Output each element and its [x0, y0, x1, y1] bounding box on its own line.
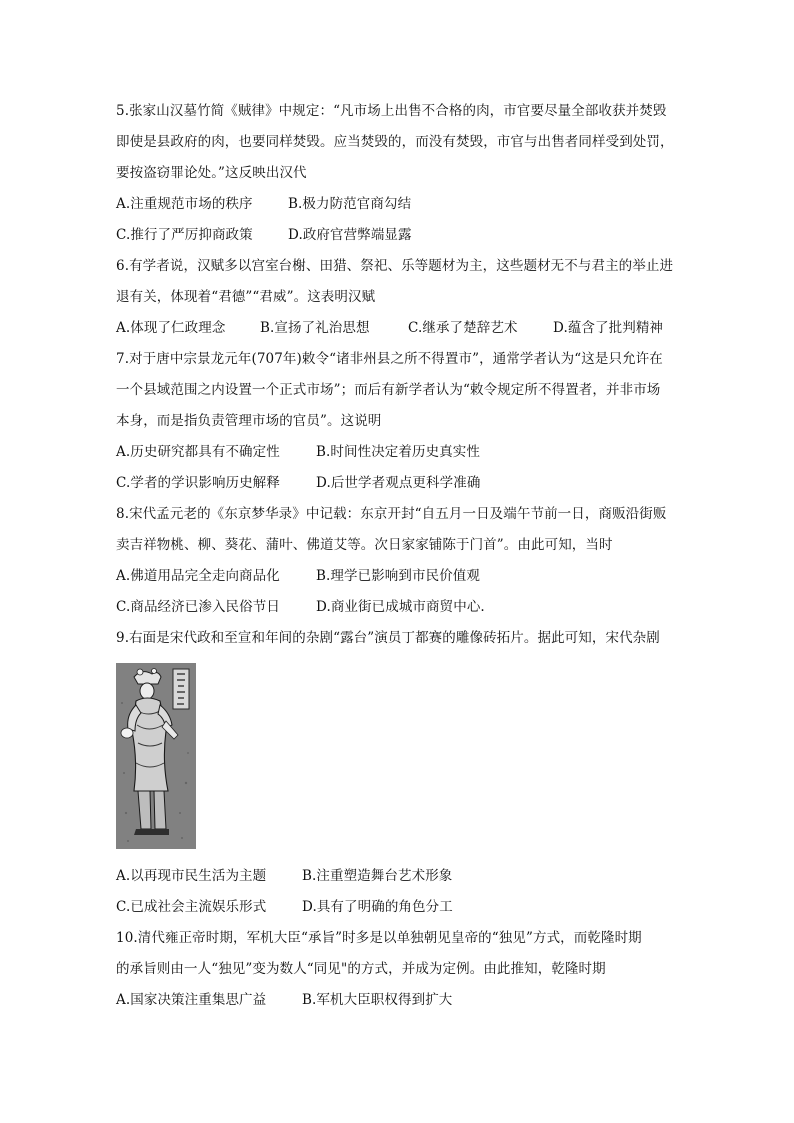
question-stem-line: 10.清代雍正帝时期，军机大臣“承旨”时多是以单独朝见皇帝的“独见”方式，而乾隆时期: [116, 930, 642, 946]
question-8: [116, 499, 688, 623]
option-a[interactable]: A.体现了仁政理念: [116, 320, 226, 336]
question-stem-line: 要按盗窃罪论处。”这反映出汉代: [116, 165, 307, 181]
option-row: [116, 220, 688, 251]
option-b[interactable]: B.注重塑造舞台艺术形象: [302, 868, 453, 884]
option-b[interactable]: B.军机大臣职权得到扩大: [302, 992, 453, 1008]
option-d[interactable]: D.商业街已成城市商贸中心.: [316, 599, 485, 615]
brick-rubbing-image: [116, 663, 196, 849]
option-d[interactable]: D.蕴含了批判精神: [553, 320, 664, 336]
performer-figure-icon: [116, 663, 196, 849]
option-b[interactable]: B.理学已影响到市民价值观: [316, 568, 481, 584]
option-a[interactable]: A.国家决策注重集思广益: [116, 992, 267, 1008]
option-row: [116, 189, 688, 220]
question-5: [116, 96, 688, 251]
option-b[interactable]: B.宣扬了礼治思想: [260, 320, 370, 336]
option-c[interactable]: C.商品经济已渗入民俗节日: [116, 599, 280, 615]
option-row: [116, 437, 688, 468]
question-stem-line: 8.宋代孟元老的《东京梦华录》中记载：东京开封“自五月一日及端午节前一日，商贩沿街贩: [116, 506, 667, 522]
question-stem-line: 7.对于唐中宗景龙元年(707年)敕令“诸非州县之所不得置市”，通常学者认为“这是只允许在: [116, 351, 663, 367]
option-row: [116, 892, 688, 923]
option-d[interactable]: D.后世学者观点更科学准确: [316, 475, 481, 491]
question-9: [116, 623, 688, 923]
question-10: [116, 923, 688, 1016]
option-a[interactable]: A.注重规范市场的秩序: [116, 196, 253, 212]
question-stem-line: 退有关，体现着“君德”“君威”。这表明汉赋: [116, 289, 376, 305]
question-stem-line: 本身，而是指负责管理市场的官员”。这说明: [116, 413, 382, 429]
option-d[interactable]: D.政府官营弊端显露: [288, 227, 412, 243]
option-c[interactable]: C.推行了严厉抑商政策: [116, 227, 253, 243]
option-row: [116, 985, 688, 1016]
option-a[interactable]: A.佛道用品完全走向商品化: [116, 568, 280, 584]
question-stem-line: 6.有学者说，汉赋多以宫室台榭、田猎、祭祀、乐等题材为主，这些题材无不与君主的举止进: [116, 258, 674, 274]
option-b[interactable]: B.时间性决定着历史真实性: [316, 444, 481, 460]
question-stem-line: 即使是县政府的肉，也要同样焚毁。应当焚毁的，而没有焚毁，市官与出售者同样受到处罚，: [116, 134, 674, 150]
question-stem-line: 一个县域范围之内设置一个正式市场”；而后有新学者认为“敕令规定所不得置者，并非市场: [116, 382, 661, 398]
question-stem-line: 5.张家山汉墓竹简《贼律》中规定：“凡市场上出售不合格的肉，市官要尽量全部收获并焚毁: [116, 103, 667, 119]
option-row: [116, 313, 688, 344]
option-a[interactable]: A.历史研究都具有不确定性: [116, 444, 280, 460]
question-stem-line: 的承旨则由一人“独见”变为数人“同见"的方式，并成为定例。由此推知，乾隆时期: [116, 961, 606, 977]
question-stem-line: 卖吉祥物桃、柳、葵花、蒲叶、佛道艾等。次日家家铺陈于门首”。由此可知，当时: [116, 537, 613, 553]
option-c[interactable]: C.继承了楚辞艺术: [408, 320, 518, 336]
option-row: [116, 468, 688, 499]
question-stem-line: 9.右面是宋代政和至宣和年间的杂剧“露台”演员丁都赛的雕像砖拓片。据此可知，宋代杂剧: [116, 630, 660, 646]
option-b[interactable]: B.极力防范官商勾结: [288, 196, 412, 212]
option-c[interactable]: C.已成社会主流娱乐形式: [116, 899, 267, 915]
option-row: [116, 861, 688, 892]
option-row: [116, 561, 688, 592]
option-a[interactable]: A.以再现市民生活为主题: [116, 868, 267, 884]
question-6: [116, 251, 688, 344]
option-row: [116, 592, 688, 623]
exam-page: [116, 96, 688, 1016]
option-c[interactable]: C.学者的学识影响历史解释: [116, 475, 280, 491]
option-d[interactable]: D.具有了明确的角色分工: [302, 899, 453, 915]
question-7: [116, 344, 688, 499]
